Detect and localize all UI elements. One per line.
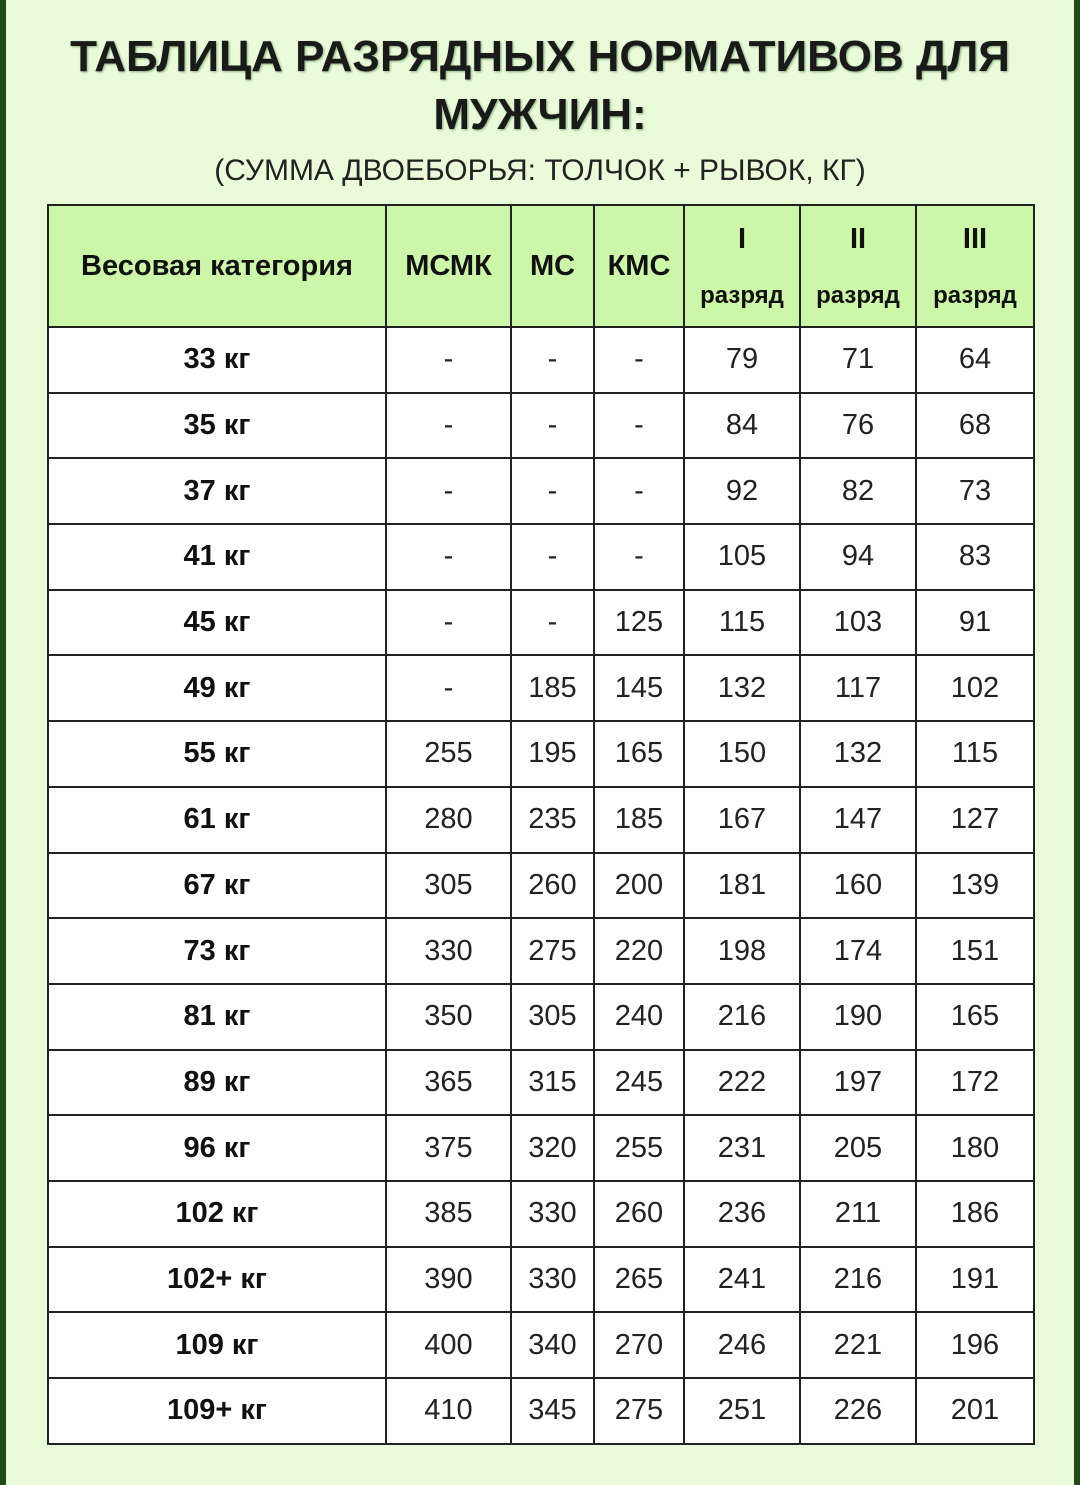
cell-ms: 330 (511, 1181, 594, 1247)
table-row (48, 458, 1034, 524)
cell-rank-3: 201 (916, 1378, 1034, 1444)
cell-rank-1: 216 (684, 984, 800, 1050)
cell-rank-2: 132 (800, 721, 916, 787)
cell-rank-3: 139 (916, 853, 1034, 919)
table-row (48, 853, 1034, 919)
cell-kms: - (594, 393, 684, 459)
cell-rank-3: 64 (916, 327, 1034, 393)
cell-rank-1: 181 (684, 853, 800, 919)
cell-ms: 340 (511, 1312, 594, 1378)
cell-msmk: - (386, 590, 511, 656)
cell-kms: 255 (594, 1115, 684, 1181)
table-header-row (48, 205, 1034, 327)
cell-rank-1: 84 (684, 393, 800, 459)
cell-weight-category: 67 кг (48, 853, 386, 919)
cell-rank-1: 115 (684, 590, 800, 656)
header-kms: КМС (594, 205, 684, 327)
cell-rank-1: 251 (684, 1378, 800, 1444)
cell-msmk: 385 (386, 1181, 511, 1247)
cell-weight-category: 109+ кг (48, 1378, 386, 1444)
right-frame-border (1074, 0, 1080, 1485)
cell-weight-category: 35 кг (48, 393, 386, 459)
cell-ms: - (511, 524, 594, 590)
cell-rank-3: 102 (916, 655, 1034, 721)
cell-ms: - (511, 458, 594, 524)
cell-weight-category: 96 кг (48, 1115, 386, 1181)
cell-ms: 185 (511, 655, 594, 721)
cell-msmk: 280 (386, 787, 511, 853)
cell-rank-3: 165 (916, 984, 1034, 1050)
header-rank-3-numeral: III (962, 222, 988, 255)
cell-weight-category: 45 кг (48, 590, 386, 656)
cell-rank-2: 190 (800, 984, 916, 1050)
cell-kms: 265 (594, 1247, 684, 1313)
cell-msmk: - (386, 393, 511, 459)
left-frame-border (0, 0, 6, 1485)
cell-ms: - (511, 590, 594, 656)
cell-kms: 245 (594, 1050, 684, 1116)
table-row (48, 721, 1034, 787)
cell-msmk: - (386, 458, 511, 524)
cell-rank-3: 127 (916, 787, 1034, 853)
page-subtitle: (СУММА ДВОЕБОРЬЯ: ТОЛЧОК + РЫВОК, КГ) (214, 154, 866, 187)
cell-weight-category: 33 кг (48, 327, 386, 393)
cell-rank-1: 132 (684, 655, 800, 721)
cell-ms: 345 (511, 1378, 594, 1444)
table-row (48, 918, 1034, 984)
table-row (48, 787, 1034, 853)
cell-rank-3: 172 (916, 1050, 1034, 1116)
cell-kms: - (594, 458, 684, 524)
header-rank-2-label: разряд (816, 281, 900, 309)
cell-msmk: 400 (386, 1312, 511, 1378)
cell-ms: - (511, 393, 594, 459)
cell-weight-category: 109 кг (48, 1312, 386, 1378)
cell-rank-3: 180 (916, 1115, 1034, 1181)
cell-kms: 275 (594, 1378, 684, 1444)
table-body (48, 327, 1034, 1444)
cell-rank-2: 103 (800, 590, 916, 656)
cell-rank-2: 71 (800, 327, 916, 393)
cell-ms: 275 (511, 918, 594, 984)
cell-ms: 315 (511, 1050, 594, 1116)
cell-rank-1: 92 (684, 458, 800, 524)
table-row (48, 984, 1034, 1050)
table-row (48, 524, 1034, 590)
cell-rank-1: 198 (684, 918, 800, 984)
cell-rank-2: 221 (800, 1312, 916, 1378)
cell-ms: 305 (511, 984, 594, 1050)
cell-rank-2: 76 (800, 393, 916, 459)
table-row (48, 1115, 1034, 1181)
cell-msmk: 330 (386, 918, 511, 984)
cell-rank-3: 91 (916, 590, 1034, 656)
cell-rank-2: 211 (800, 1181, 916, 1247)
header-rank-1-label: разряд (700, 281, 784, 309)
table-row (48, 1378, 1034, 1444)
cell-rank-1: 79 (684, 327, 800, 393)
table-row (48, 1181, 1034, 1247)
cell-rank-2: 147 (800, 787, 916, 853)
cell-kms: 165 (594, 721, 684, 787)
table-row (48, 1050, 1034, 1116)
cell-msmk: - (386, 327, 511, 393)
header-rank-1 (684, 205, 800, 327)
cell-ms: 260 (511, 853, 594, 919)
cell-ms: 235 (511, 787, 594, 853)
table-row (48, 655, 1034, 721)
cell-rank-1: 222 (684, 1050, 800, 1116)
cell-msmk: 350 (386, 984, 511, 1050)
page-title (40, 28, 1040, 144)
cell-rank-3: 191 (916, 1247, 1034, 1313)
cell-ms: 320 (511, 1115, 594, 1181)
title-line-2: МУЖЧИН: (433, 90, 647, 139)
cell-msmk: 375 (386, 1115, 511, 1181)
header-rank-3 (916, 205, 1034, 327)
cell-msmk: 365 (386, 1050, 511, 1116)
cell-kms: 145 (594, 655, 684, 721)
table-row (48, 327, 1034, 393)
cell-kms: 260 (594, 1181, 684, 1247)
cell-ms: 330 (511, 1247, 594, 1313)
cell-msmk: - (386, 655, 511, 721)
cell-weight-category: 61 кг (48, 787, 386, 853)
cell-kms: 125 (594, 590, 684, 656)
cell-weight-category: 49 кг (48, 655, 386, 721)
cell-rank-3: 186 (916, 1181, 1034, 1247)
cell-weight-category: 41 кг (48, 524, 386, 590)
cell-msmk: 255 (386, 721, 511, 787)
standards-table (47, 204, 1035, 1445)
cell-kms: 185 (594, 787, 684, 853)
cell-rank-2: 226 (800, 1378, 916, 1444)
cell-msmk: 305 (386, 853, 511, 919)
header-rank-2-numeral: II (849, 222, 867, 255)
cell-rank-3: 73 (916, 458, 1034, 524)
cell-rank-1: 241 (684, 1247, 800, 1313)
cell-kms: - (594, 524, 684, 590)
cell-rank-3: 68 (916, 393, 1034, 459)
header-msmk: МСМК (386, 205, 511, 327)
header-rank-1-numeral: I (737, 222, 747, 255)
cell-kms: - (594, 327, 684, 393)
title-line-1: ТАБЛИЦА РАЗРЯДНЫХ НОРМАТИВОВ ДЛЯ (70, 32, 1010, 81)
cell-rank-1: 231 (684, 1115, 800, 1181)
header-weight-category: Весовая категория (48, 205, 386, 327)
cell-msmk: 410 (386, 1378, 511, 1444)
header-rank-3-label: разряд (933, 281, 1017, 309)
cell-ms: - (511, 327, 594, 393)
table-row (48, 393, 1034, 459)
cell-rank-3: 196 (916, 1312, 1034, 1378)
cell-rank-3: 83 (916, 524, 1034, 590)
cell-msmk: - (386, 524, 511, 590)
cell-weight-category: 81 кг (48, 984, 386, 1050)
cell-rank-1: 246 (684, 1312, 800, 1378)
cell-rank-1: 167 (684, 787, 800, 853)
cell-rank-2: 94 (800, 524, 916, 590)
cell-weight-category: 89 кг (48, 1050, 386, 1116)
cell-rank-3: 115 (916, 721, 1034, 787)
cell-kms: 240 (594, 984, 684, 1050)
cell-weight-category: 37 кг (48, 458, 386, 524)
cell-ms: 195 (511, 721, 594, 787)
table-row (48, 590, 1034, 656)
cell-kms: 220 (594, 918, 684, 984)
cell-weight-category: 73 кг (48, 918, 386, 984)
cell-msmk: 390 (386, 1247, 511, 1313)
header-ms: МС (511, 205, 594, 327)
header-rank-2 (800, 205, 916, 327)
cell-rank-2: 82 (800, 458, 916, 524)
cell-rank-1: 105 (684, 524, 800, 590)
cell-rank-2: 117 (800, 655, 916, 721)
cell-weight-category: 102+ кг (48, 1247, 386, 1313)
cell-kms: 270 (594, 1312, 684, 1378)
cell-rank-1: 236 (684, 1181, 800, 1247)
cell-rank-2: 205 (800, 1115, 916, 1181)
cell-rank-2: 216 (800, 1247, 916, 1313)
cell-weight-category: 102 кг (48, 1181, 386, 1247)
table-row (48, 1312, 1034, 1378)
cell-rank-2: 160 (800, 853, 916, 919)
cell-weight-category: 55 кг (48, 721, 386, 787)
cell-rank-2: 174 (800, 918, 916, 984)
cell-rank-1: 150 (684, 721, 800, 787)
table-row (48, 1247, 1034, 1313)
cell-kms: 200 (594, 853, 684, 919)
cell-rank-2: 197 (800, 1050, 916, 1116)
cell-rank-3: 151 (916, 918, 1034, 984)
